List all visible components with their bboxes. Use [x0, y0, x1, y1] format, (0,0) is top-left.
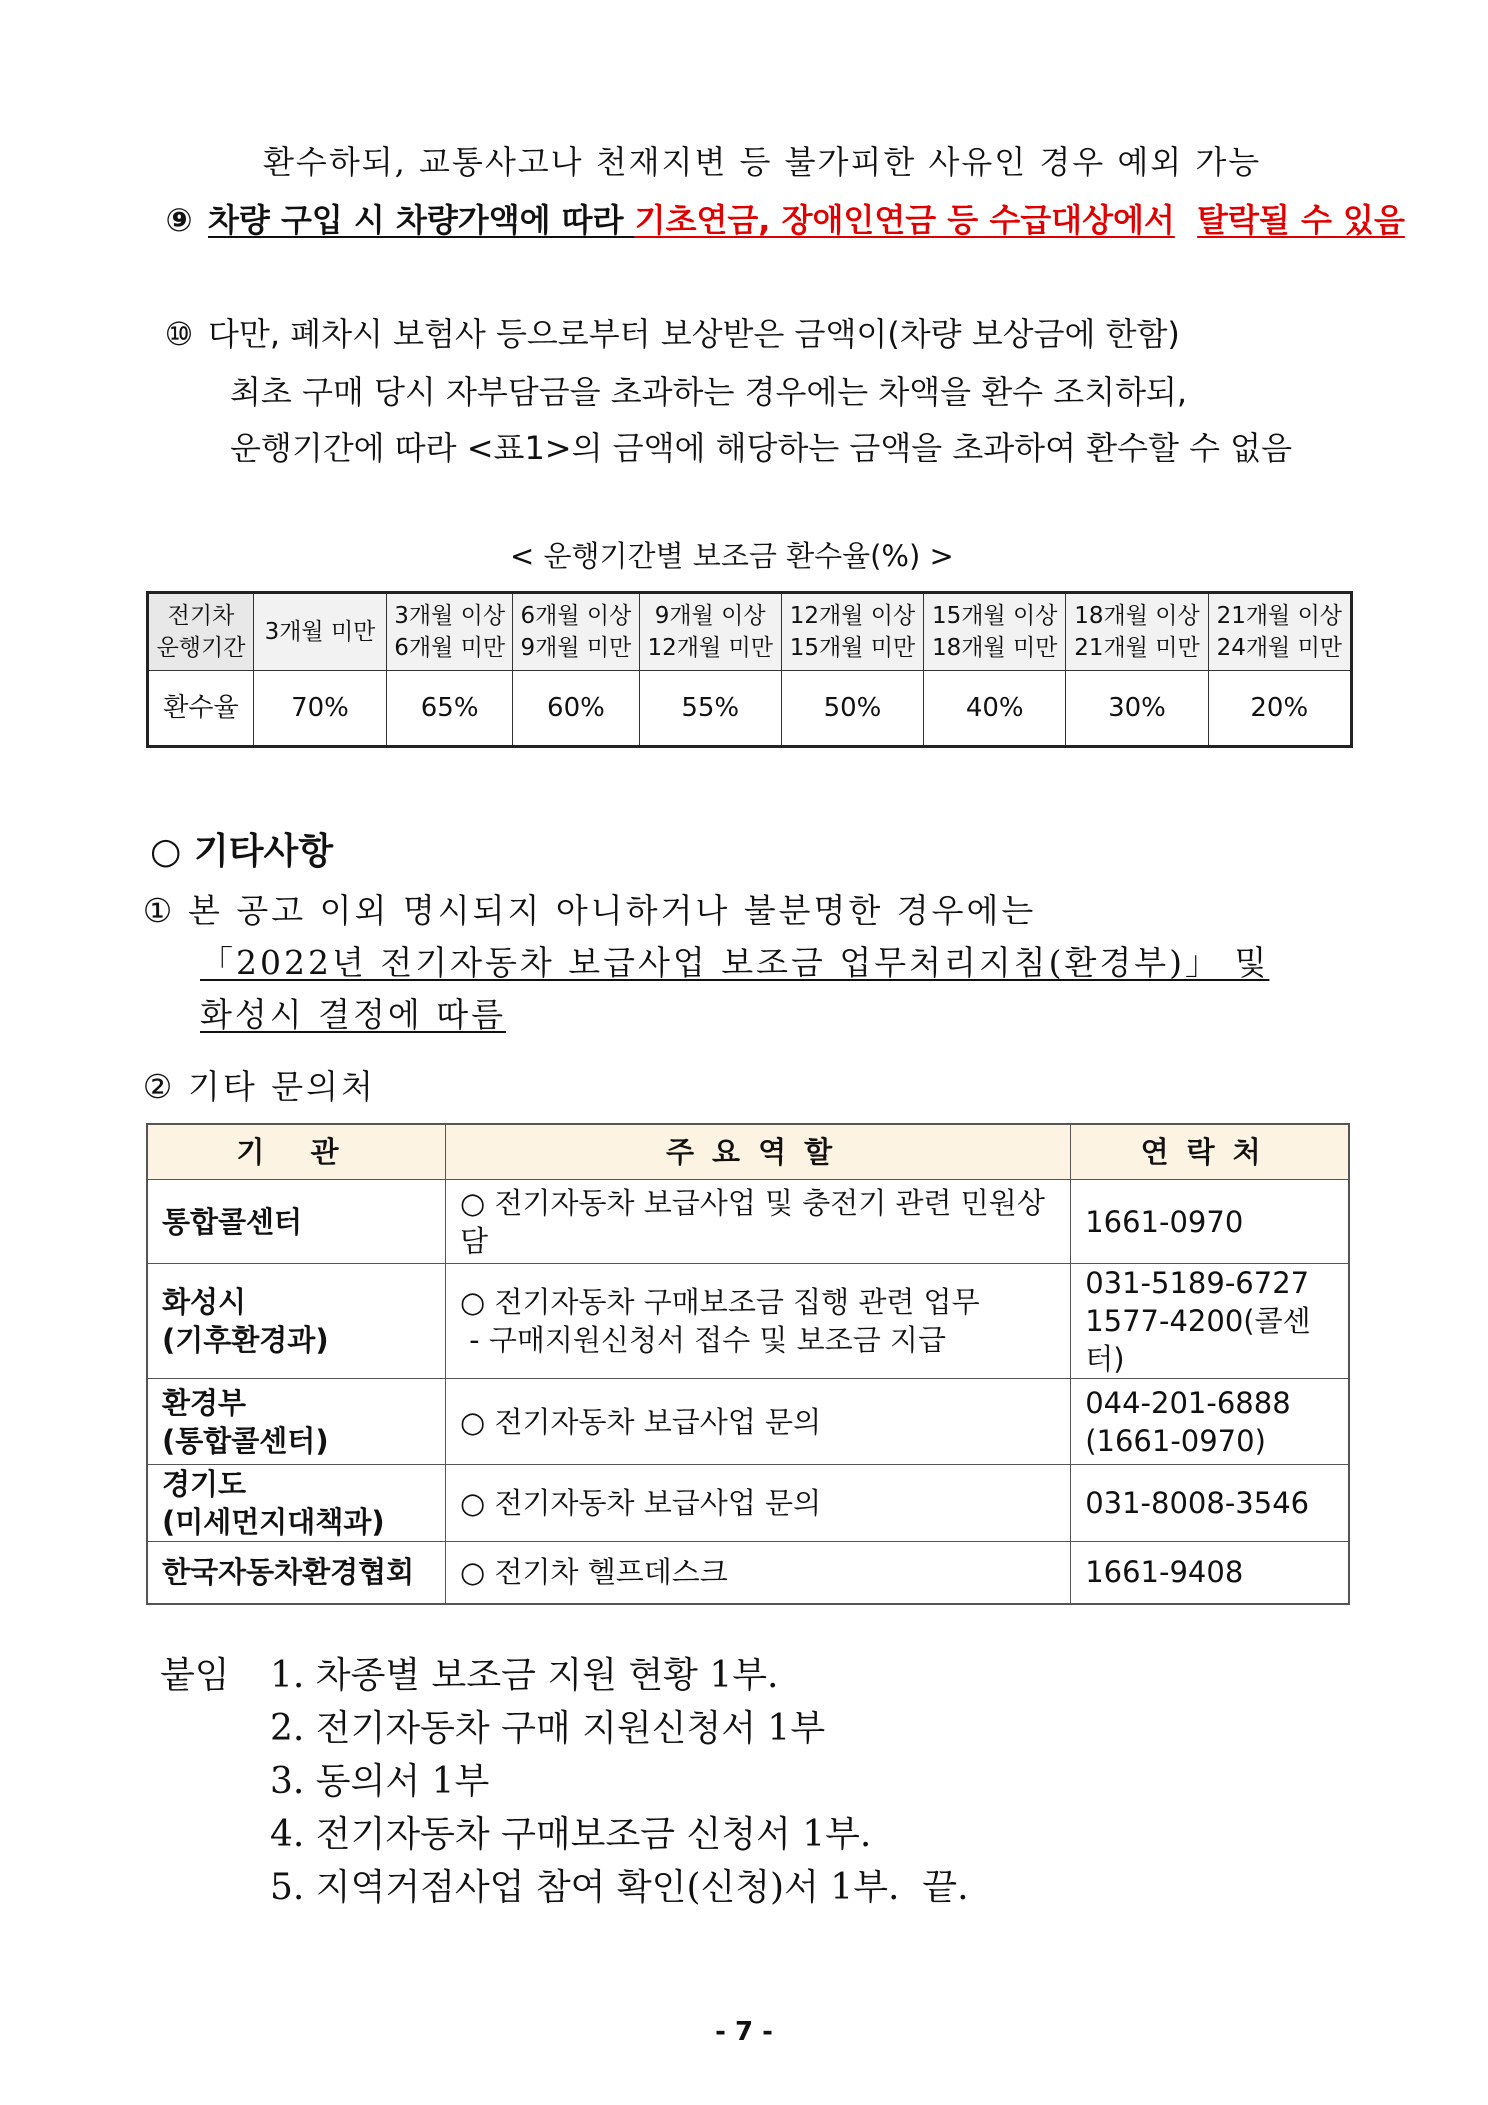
misc-item-2 — [140, 1064, 376, 1110]
item-10-line-1 — [160, 312, 1180, 356]
org-name: 환경부 — [162, 1385, 247, 1420]
misc-item-1-line-3: 화성시 결정에 따름 — [200, 995, 507, 1034]
rate-header-row — [148, 593, 1352, 671]
contact-header-row — [147, 1124, 1349, 1180]
contact-header-role: 주요역할 — [445, 1124, 1070, 1180]
period-cell — [781, 593, 923, 671]
contact-tel — [1071, 1264, 1349, 1379]
rate-header-label — [148, 593, 254, 671]
contact-header-tel: 연락처 — [1071, 1124, 1349, 1180]
period-cell — [639, 593, 781, 671]
role-subtext: - 구매지원신청서 접수 및 보조금 지급 — [459, 1323, 946, 1357]
continuation-text: 환수하되, 교통사고나 천재지변 등 불가피한 사유인 경우 예외 가능 — [263, 143, 1262, 181]
contact-role — [445, 1180, 1070, 1264]
org-name: 통합콜센터 — [162, 1204, 303, 1239]
contact-row — [147, 1465, 1349, 1542]
item-9 — [160, 198, 1405, 242]
contact-org — [147, 1542, 445, 1604]
page-number: - 7 - — [715, 2017, 773, 2047]
tel-text: 1661-0970 — [1085, 1204, 1244, 1239]
misc-item-1-line-2: 「2022년 전기자동차 보급사업 보조금 업무처리지침(환경부)」 및 — [200, 943, 1270, 982]
misc-item-1-line-1 — [140, 888, 1036, 934]
period-text: 3개월 미만 — [264, 619, 376, 645]
period-text: 24개월 미만 — [1216, 635, 1343, 661]
item-9-red-text-2: 탈락될 수 있음 — [1197, 201, 1405, 239]
tel-text: 044-201-6888 — [1085, 1385, 1291, 1420]
contact-tel — [1071, 1542, 1349, 1604]
tel-text: 031-8008-3546 — [1085, 1486, 1310, 1520]
misc-item-2-number: ② — [142, 1067, 176, 1106]
period-text: 9개월 미만 — [520, 635, 632, 661]
bullet-icon: ○ — [150, 831, 182, 872]
contact-role — [445, 1542, 1070, 1604]
period-text: 15개월 이상 — [931, 603, 1058, 629]
period-text: 9개월 이상 — [654, 603, 766, 629]
period-text: 6개월 미만 — [394, 635, 506, 661]
period-cell — [1208, 593, 1351, 671]
tel-subtext: (1661-0970) — [1085, 1423, 1266, 1458]
rate-cell: 65% — [387, 671, 513, 747]
role-text: ○ 전기차 헬프데스크 — [459, 1555, 728, 1590]
period-text: 21개월 미만 — [1074, 635, 1200, 661]
role-text: ○ 전기자동차 보급사업 문의 — [459, 1404, 822, 1439]
period-text: 21개월 이상 — [1216, 603, 1343, 629]
attachment-item: 2. 전기자동차 구매 지원신청서 1부 — [270, 1708, 826, 1749]
tel-text: 031-5189-6727 — [1085, 1266, 1310, 1300]
rate-table-caption: < 운행기간별 보조금 환수율(%) > — [510, 539, 954, 573]
rate-header-label-2: 운행기간 — [156, 635, 246, 661]
contact-row — [147, 1180, 1349, 1264]
contact-role — [445, 1264, 1070, 1379]
attachment-item: 1. 차종별 보조금 지원 현황 1부. — [270, 1655, 779, 1696]
refund-rate-table — [146, 591, 1353, 748]
contact-row — [147, 1542, 1349, 1604]
rate-cell: 40% — [924, 671, 1066, 747]
rate-cell: 20% — [1208, 671, 1351, 747]
org-sub: (통합콜센터) — [162, 1423, 329, 1458]
period-cell — [387, 593, 513, 671]
period-text: 18개월 이상 — [1074, 603, 1200, 629]
item-9-number: ⑨ — [165, 201, 193, 239]
rate-value-row — [148, 671, 1352, 747]
org-name: 화성시 — [162, 1285, 247, 1319]
rate-cell: 55% — [639, 671, 781, 747]
org-name: 경기도 — [162, 1467, 247, 1501]
period-cell — [924, 593, 1066, 671]
period-text: 12개월 이상 — [789, 603, 916, 629]
period-cell — [254, 593, 387, 671]
contact-row — [147, 1379, 1349, 1465]
period-text: 18개월 미만 — [931, 635, 1058, 661]
contact-row — [147, 1264, 1349, 1379]
item-10-number: ⑩ — [164, 315, 194, 353]
role-text: ○ 전기자동차 보급사업 문의 — [459, 1486, 822, 1520]
tel-text: 1661-9408 — [1085, 1555, 1244, 1590]
misc-item-1-text-1: 본 공고 이외 명시되지 아니하거나 불분명한 경우에는 — [188, 891, 1037, 930]
rate-header-label-1: 전기차 — [167, 603, 235, 629]
tel-subtext: 1577-4200(콜센터) — [1085, 1304, 1311, 1376]
rate-cell: 60% — [513, 671, 639, 747]
item-10-line-2: 최초 구매 당시 자부담금을 초과하는 경우에는 차액을 환수 조치하되, — [230, 373, 1188, 411]
contact-org — [147, 1264, 445, 1379]
attachment-item: 4. 전기자동차 구매보조금 신청서 1부. — [270, 1814, 872, 1855]
contact-header-org: 기 관 — [147, 1124, 445, 1180]
period-text: 12개월 미만 — [647, 635, 773, 661]
period-text: 15개월 미만 — [789, 635, 916, 661]
contact-tel — [1071, 1379, 1349, 1465]
contact-role — [445, 1379, 1070, 1465]
org-sub: (기후환경과) — [162, 1323, 329, 1357]
attachment-item: 5. 지역거점사업 참여 확인(신청)서 1부. 끝. — [270, 1867, 969, 1908]
contact-tel — [1071, 1465, 1349, 1542]
contact-org — [147, 1465, 445, 1542]
item-9-red-text-1: 기초연금, 장애인연금 등 수급대상에서 — [634, 201, 1175, 239]
contact-role — [445, 1465, 1070, 1542]
org-sub: (미세먼지대책과) — [162, 1505, 385, 1539]
role-text: ○ 전기자동차 보급사업 및 충전기 관련 민원상담 — [459, 1185, 1045, 1258]
period-cell — [513, 593, 639, 671]
contact-org — [147, 1379, 445, 1465]
item-9-black-text: 차량 구입 시 차량가액에 따라 — [208, 201, 635, 239]
rate-row-label: 환수율 — [148, 671, 254, 747]
misc-section-title: 기타사항 — [194, 830, 334, 872]
contact-org — [147, 1180, 445, 1264]
contact-table — [146, 1123, 1350, 1605]
period-text: 6개월 이상 — [520, 603, 632, 629]
contact-tel — [1071, 1180, 1349, 1264]
rate-cell: 70% — [254, 671, 387, 747]
org-name: 한국자동차환경협회 — [162, 1555, 415, 1590]
rate-cell: 50% — [781, 671, 923, 747]
item-10-line-3: 운행기간에 따라 <표1>의 금액에 해당하는 금액을 초과하여 환수할 수 없음 — [230, 429, 1292, 467]
attachment-item: 3. 동의서 1부 — [270, 1761, 490, 1802]
period-text: 3개월 이상 — [394, 603, 506, 629]
role-text: ○ 전기자동차 구매보조금 집행 관련 업무 — [459, 1285, 980, 1319]
period-cell — [1066, 593, 1208, 671]
rate-cell: 30% — [1066, 671, 1208, 747]
misc-item-1-number: ① — [142, 891, 176, 930]
misc-section-heading — [150, 826, 333, 877]
attachments-label: 붙임 — [160, 1655, 230, 1696]
misc-item-2-text: 기타 문의처 — [188, 1067, 376, 1106]
item-10-text-1: 다만, 폐차시 보험사 등으로부터 보상받은 금액이(차량 보상금에 한함) — [208, 315, 1180, 353]
